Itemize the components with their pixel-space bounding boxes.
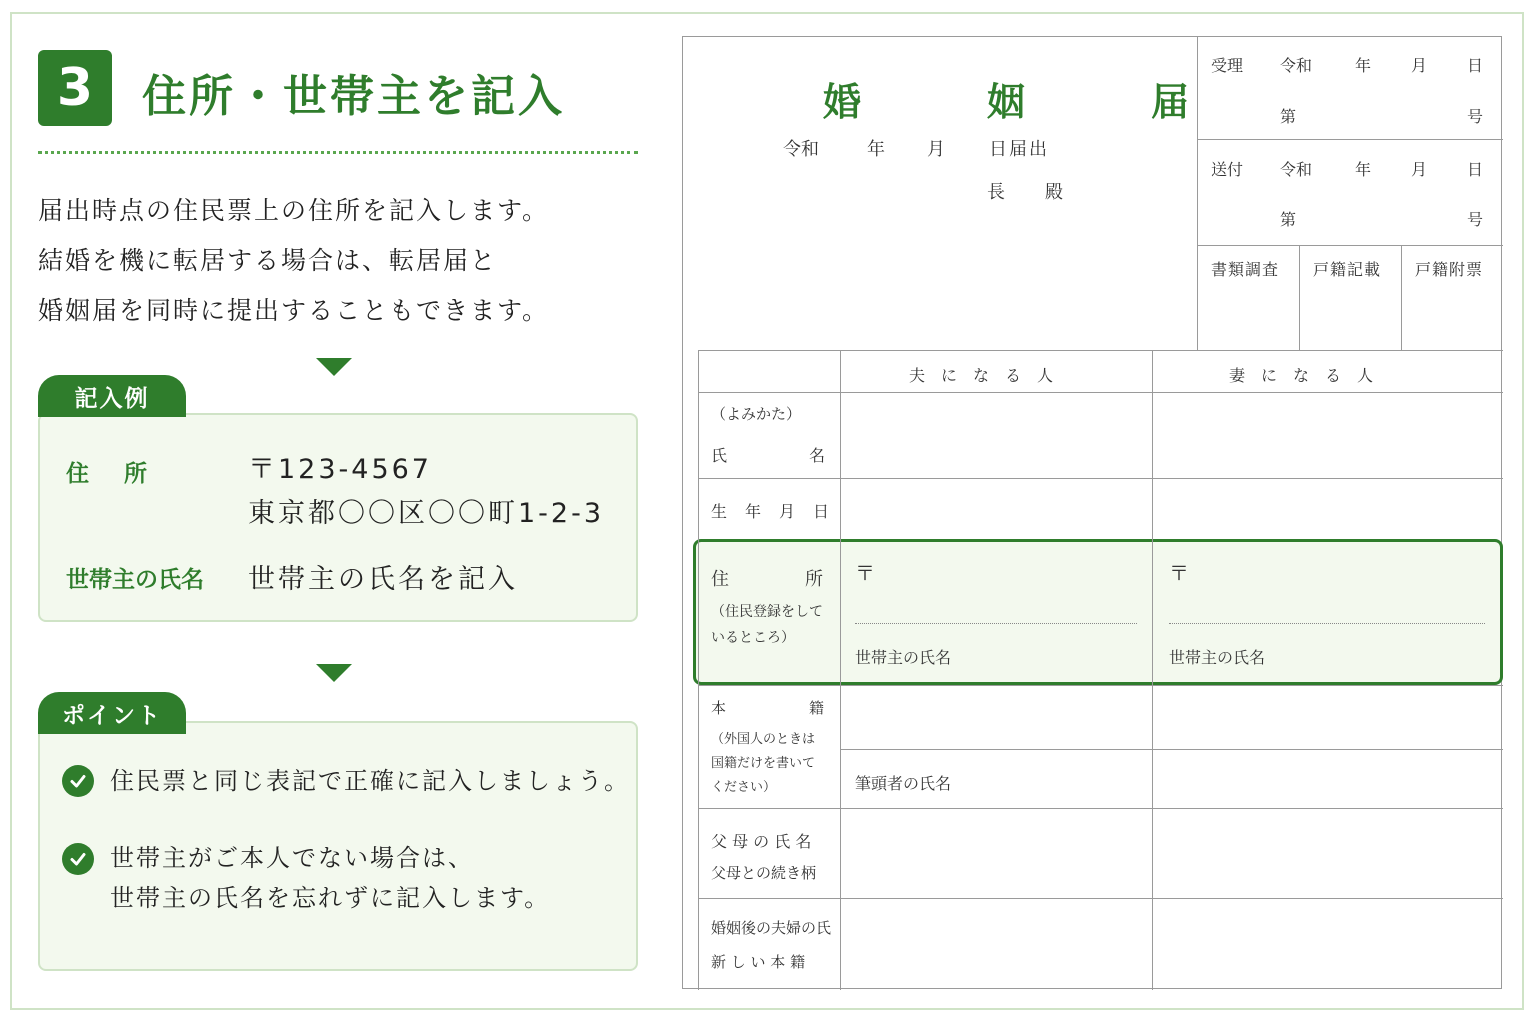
form-title: 婚 姻 届 — [823, 80, 1234, 124]
office-box-registry-attachment: 戸籍附票 — [1415, 260, 1484, 279]
column-header-husband: 夫 に な る 人 — [909, 366, 1054, 385]
example-address: 東京都〇〇区〇〇町1-2-3 — [248, 498, 605, 529]
table-line — [698, 685, 1503, 686]
example-householder-value: 世帯主の氏名を記入 — [248, 564, 518, 595]
column-header-wife: 妻 に な る 人 — [1229, 366, 1374, 385]
intro-line: 結婚を機に転居する場合は、転居届と — [38, 246, 498, 275]
address-label-left: 住 — [711, 569, 729, 590]
intro-text — [38, 186, 638, 336]
office-divider — [1197, 245, 1503, 246]
point-item-2-line-1: 世帯主がご本人でない場合は、 — [110, 844, 474, 872]
reception-month: 月 — [1411, 56, 1428, 75]
points-box — [38, 721, 638, 971]
title-divider — [38, 151, 638, 154]
office-box-registry-entry: 戸籍記載 — [1313, 260, 1382, 279]
example-address-label: 住 所 — [66, 461, 153, 487]
wife-postal-mark: 〒 — [1169, 561, 1189, 585]
husband-postal-mark: 〒 — [855, 561, 875, 585]
table-line — [840, 350, 841, 990]
example-postal-code: 〒123-4567 — [248, 454, 432, 485]
office-divider — [1197, 139, 1503, 140]
address-label-right: 所 — [805, 569, 823, 590]
point-item-2-line-2: 世帯主の氏名を忘れずに記入します。 — [110, 884, 551, 912]
honseki-label-right: 籍 — [809, 699, 825, 717]
table-line — [698, 392, 1503, 393]
sending-era: 令和 — [1280, 160, 1313, 179]
sending-number-prefix: 第 — [1280, 210, 1297, 229]
name-label-left: 氏 — [711, 446, 728, 465]
date-month: 月 — [927, 139, 945, 160]
new-honseki-label: 新 し い 本 籍 — [711, 953, 806, 971]
arrow-down-icon — [316, 358, 352, 376]
husband-householder-label: 世帯主の氏名 — [855, 648, 952, 667]
sending-number-suffix: 号 — [1467, 210, 1484, 229]
table-line — [698, 350, 1503, 351]
honseki-note-2: 国籍だけを書いて — [711, 756, 816, 771]
intro-line: 婚姻届を同時に提出することもできます。 — [38, 296, 550, 325]
check-circle-icon — [62, 843, 94, 875]
wife-address-line — [1169, 623, 1485, 624]
sending-label: 送付 — [1211, 160, 1244, 179]
sending-day: 日 — [1467, 160, 1484, 179]
table-line — [840, 749, 1503, 750]
surname-after-marriage-label: 婚姻後の夫婦の氏 — [711, 919, 832, 937]
honseki-note-1: （外国人のときは — [711, 732, 816, 747]
office-divider — [1299, 245, 1300, 350]
office-divider — [1401, 245, 1402, 350]
office-block-border — [1197, 37, 1198, 350]
recipient-chief: 長 — [987, 182, 1005, 203]
point-item-1: 住民票と同じ表記で正確に記入しましょう。 — [110, 767, 630, 795]
step-title: 住所・世帯主を記入 — [142, 71, 565, 122]
reading-label: （よみかた） — [711, 405, 802, 423]
name-label-right: 名 — [809, 446, 826, 465]
sending-month: 月 — [1411, 160, 1428, 179]
example-householder-label: 世帯主の氏名 — [66, 567, 204, 593]
date-year: 年 — [867, 139, 885, 160]
date-era: 令和 — [783, 139, 819, 160]
sending-year: 年 — [1355, 160, 1372, 179]
check-circle-icon — [62, 765, 94, 797]
honseki-label-left: 本 — [711, 699, 727, 717]
example-pill: 記入例 — [38, 375, 186, 417]
reception-label: 受理 — [1211, 56, 1244, 75]
table-line — [1152, 350, 1153, 990]
address-note-2: いるところ） — [711, 630, 795, 646]
intro-line: 届出時点の住民票上の住所を記入します。 — [38, 196, 550, 225]
table-line — [698, 350, 699, 990]
reception-number-suffix: 号 — [1467, 107, 1484, 126]
reception-year: 年 — [1355, 56, 1372, 75]
address-note-1: （住民登録をして — [711, 604, 823, 620]
parents-name-label: 父 母 の 氏 名 — [711, 832, 812, 851]
wife-householder-label: 世帯主の氏名 — [1169, 648, 1266, 667]
table-line — [698, 898, 1503, 899]
step-number-badge: 3 — [38, 50, 112, 126]
marriage-registration-form — [682, 36, 1502, 989]
example-box — [38, 413, 638, 622]
points-pill: ポイント — [38, 692, 186, 734]
husband-address-line — [855, 623, 1137, 624]
reception-era: 令和 — [1280, 56, 1313, 75]
table-line — [698, 808, 1503, 809]
honseki-note-3: ください） — [711, 780, 777, 795]
reception-day: 日 — [1467, 56, 1484, 75]
head-of-register-label: 筆頭者の氏名 — [855, 774, 952, 793]
office-box-document-check: 書類調査 — [1211, 260, 1280, 279]
reception-number-prefix: 第 — [1280, 107, 1297, 126]
table-line — [698, 478, 1503, 479]
date-filed: 日届出 — [989, 139, 1049, 160]
parents-relation-label: 父母との続き柄 — [711, 864, 817, 882]
arrow-down-icon — [316, 664, 352, 682]
birthdate-label: 生 年 月 日 — [711, 502, 831, 521]
recipient-honorific: 殿 — [1045, 182, 1063, 203]
